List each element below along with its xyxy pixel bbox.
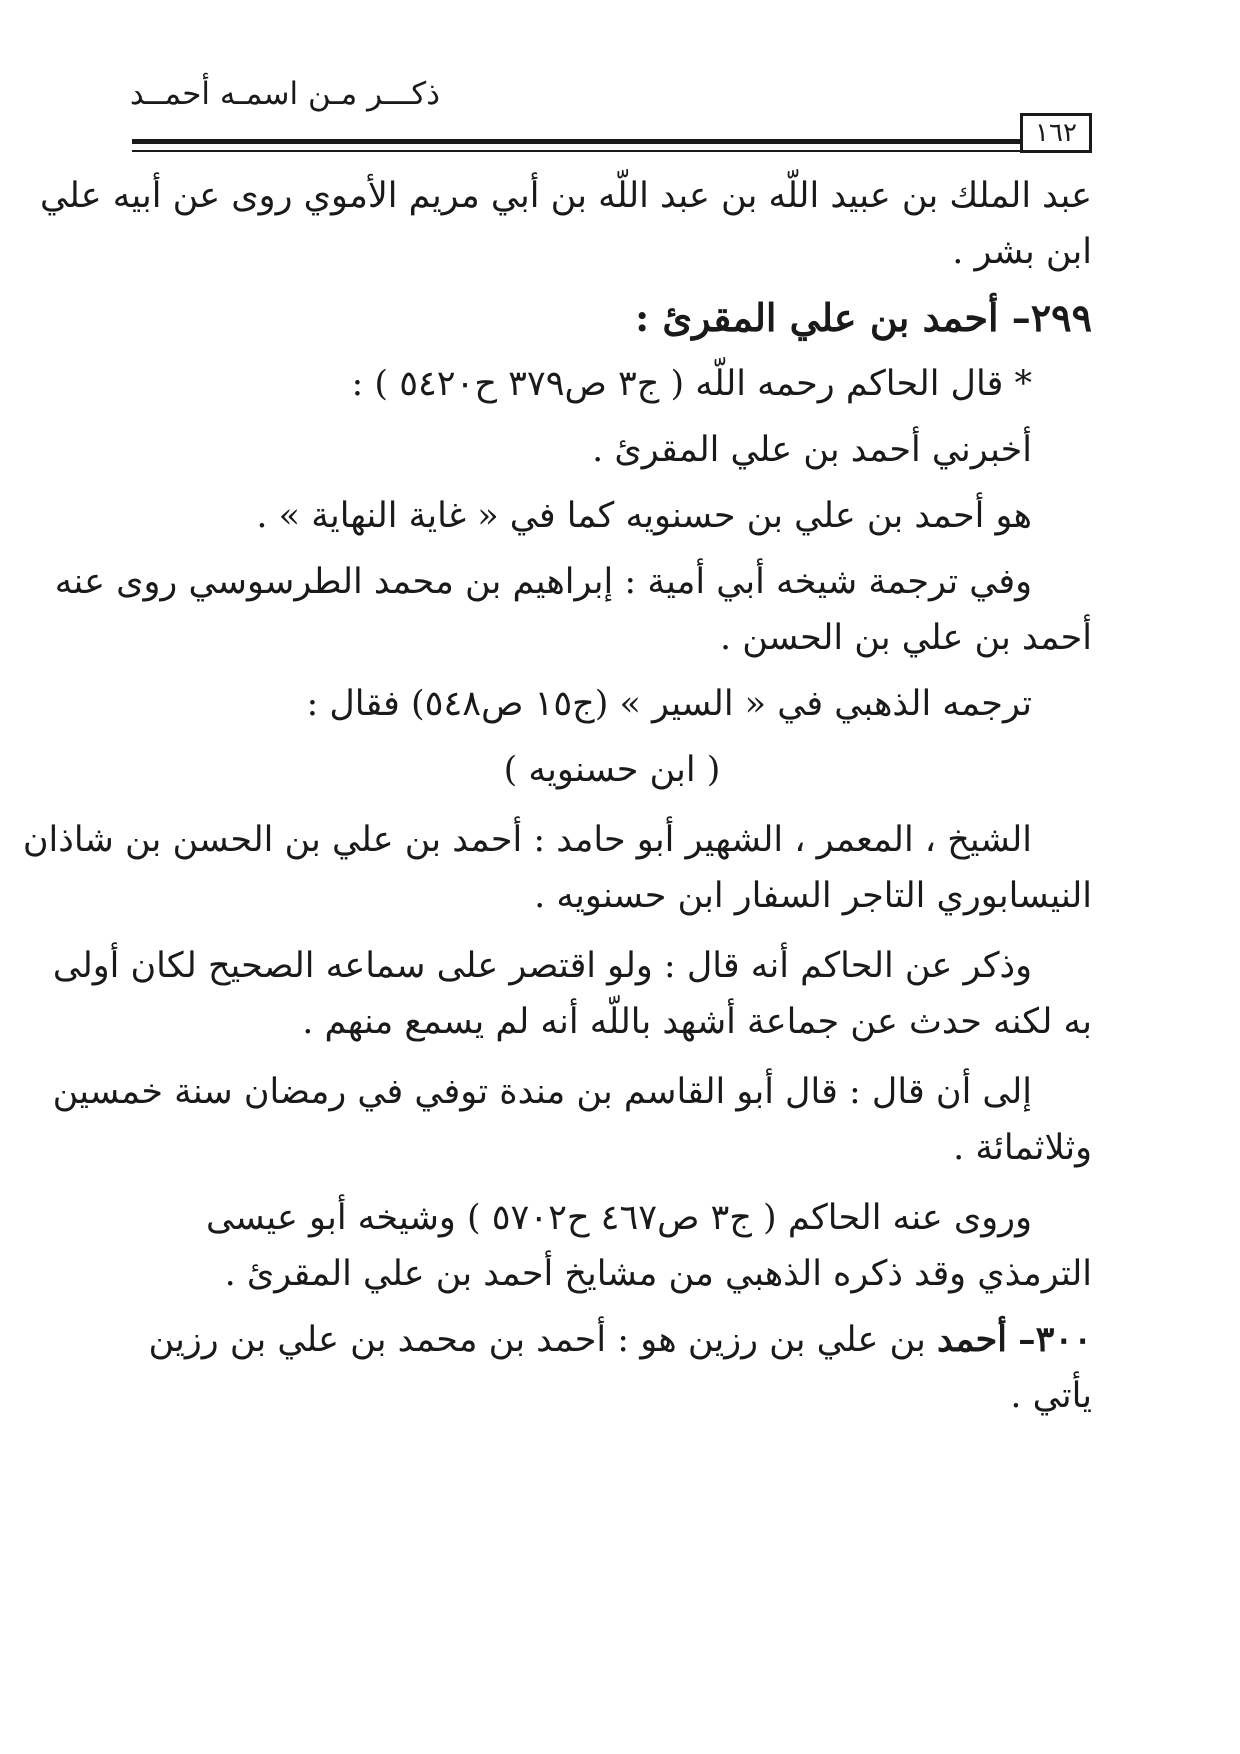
text-line: عبد الملك بن عبيد اللّه بن عبد اللّه بن أبي مريم الأموي روى عن أبيه علي [39,176,1092,216]
entry-heading-300 [132,1312,1092,1368]
text-line: أخبرني أحمد بن علي المقرئ . [592,430,1032,470]
text-line: * قال الحاكم رحمه اللّه ( ج٣ ص٣٧٩ ح٥٤٢٠ ) : [351,364,1032,404]
text-line: إلى أن قال : قال أبو القاسم بن مندة توفي في رمضان سنة خمسين [52,1072,1032,1112]
entry-text: بن علي بن رزين هو : أحمد بن محمد بن علي بن رزين [148,1320,926,1360]
text-line: يأتي . [1010,1376,1092,1416]
entry-number: ٢٩٩– [1011,295,1092,340]
text-line: الشيخ ، المعمر ، الشهير أبو حامد : أحمد بن علي بن الحسن بن شاذان [22,820,1032,860]
entry-name: أحمد [936,1319,1007,1360]
text-line: أحمد بن علي بن الحسن . [720,618,1092,658]
text-line: ترجمه الذهبي في « السير » (ج١٥ ص٥٤٨) فقال : [306,684,1032,724]
body-text [22,168,1092,1424]
header-rule-thin [132,150,1020,152]
text-line: وروى عنه الحاكم ( ج٣ ص٤٦٧ ح٥٧٠٢ ) وشيخه أبو عيسى [206,1198,1032,1238]
entry-number: ٣٠٠– [1018,1319,1092,1360]
text-line: هو أحمد بن علي بن حسنويه كما في « غاية النهاية » . [256,496,1032,536]
text-line: وثلاثمائة . [953,1128,1092,1168]
page-number: ١٦٢ [1020,113,1092,153]
subheading: ( ابن حسنويه ) [503,750,721,790]
text-line: ابن بشر . [952,232,1092,272]
entry-title: أحمد بن علي المقرئ : [635,295,999,340]
text-line: به لكنه حدث عن جماعة أشهد باللّه أنه لم يسمع منهم . [302,1002,1092,1042]
text-line: وذكر عن الحاكم أنه قال : ولو اقتصر على سماعه الصحيح لكان أولى [52,946,1032,986]
header-rule-thick [132,139,1020,144]
running-header-title: ذكـــر مـن اسمـه أحمــد [129,76,440,112]
text-line: النيسابوري التاجر السفار ابن حسنويه . [534,876,1092,916]
text-line: الترمذي وقد ذكره الذهبي من مشايخ أحمد بن علي المقرئ . [224,1254,1092,1294]
text-line: وفي ترجمة شيخه أبي أمية : إبراهيم بن محمد الطرسوسي روى عنه [54,562,1032,602]
entry-heading-299 [132,290,1092,346]
